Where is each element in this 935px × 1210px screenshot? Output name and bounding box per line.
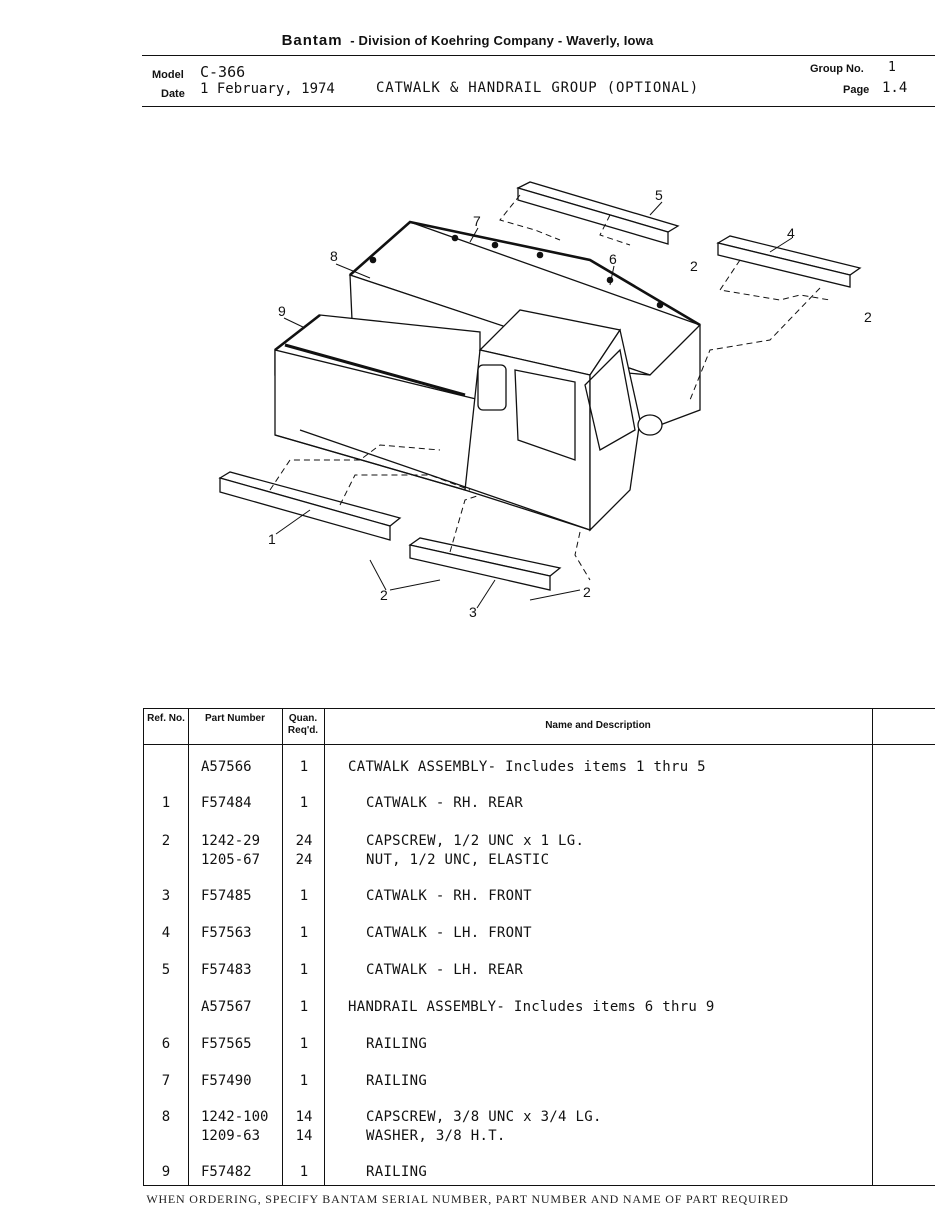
quantity: 24 — [295, 852, 313, 868]
part-number: 1242-29 — [201, 833, 261, 849]
part-number: 1209-63 — [201, 1128, 261, 1144]
col-divider — [324, 709, 325, 1185]
ref-no: 7 — [161, 1073, 171, 1089]
callout-2b: 2 — [583, 584, 591, 600]
brand-name: Bantam — [281, 32, 343, 49]
group-value: 1 — [888, 60, 896, 75]
ref-no: 8 — [161, 1109, 171, 1125]
description: NUT, 1/2 UNC, ELASTIC — [366, 852, 550, 868]
header-desc: Name and Description — [545, 720, 651, 731]
quantity: 14 — [295, 1128, 313, 1144]
ref-no: 9 — [161, 1164, 171, 1180]
part-number: A57567 — [201, 999, 252, 1015]
description: WASHER, 3/8 H.T. — [366, 1128, 506, 1144]
page-value: 1.4 — [882, 80, 908, 96]
description: CATWALK - LH. FRONT — [366, 925, 532, 941]
ref-no: 2 — [161, 833, 171, 849]
part-number: 1242-100 — [201, 1109, 269, 1125]
part-number: F57485 — [201, 888, 252, 904]
machine-body — [275, 222, 700, 530]
company-line: - Division of Koehring Company - Waverly, Iowa — [350, 33, 654, 48]
callout-6: 6 — [609, 251, 617, 267]
callout-5: 5 — [655, 187, 663, 203]
header-part: Part Number — [204, 713, 265, 724]
callout-2d: 2 — [864, 309, 872, 325]
description: CAPSCREW, 3/8 UNC x 3/4 LG. — [366, 1109, 602, 1125]
callout-4: 4 — [787, 225, 795, 241]
ref-no: 4 — [161, 925, 171, 941]
group-label: Group No. — [810, 63, 864, 75]
description: CATWALK - RH. FRONT — [366, 888, 532, 904]
quantity: 1 — [299, 1164, 309, 1180]
part-number: F57565 — [201, 1036, 252, 1052]
part-number: A57566 — [201, 759, 252, 775]
quantity: 14 — [295, 1109, 313, 1125]
callout-2c: 2 — [690, 258, 698, 274]
description: CATWALK ASSEMBLY- Includes items 1 thru 5 — [348, 759, 706, 775]
exploded-view-diagram — [180, 160, 900, 630]
header-rule-bottom — [142, 106, 935, 107]
parts-table — [143, 708, 935, 1186]
callout-1: 1 — [268, 531, 276, 547]
callout-7: 7 — [473, 213, 481, 229]
part-number: F57484 — [201, 795, 252, 811]
ref-no: 1 — [161, 795, 171, 811]
quantity: 1 — [299, 795, 309, 811]
model-label: Model — [152, 69, 184, 81]
description: RAILING — [366, 1036, 428, 1052]
part-number: 1205-67 — [201, 852, 261, 868]
quantity: 24 — [295, 833, 313, 849]
page-title: CATWALK & HANDRAIL GROUP (OPTIONAL) — [376, 80, 700, 96]
quantity: 1 — [299, 925, 309, 941]
ref-no: 6 — [161, 1036, 171, 1052]
description: RAILING — [366, 1073, 428, 1089]
ref-no: 5 — [161, 962, 171, 978]
date-value: 1 February, 1974 — [200, 81, 335, 97]
page-label: Page — [843, 84, 870, 96]
part-number: F57483 — [201, 962, 252, 978]
description: HANDRAIL ASSEMBLY- Includes items 6 thru 9 — [348, 999, 715, 1015]
description: RAILING — [366, 1164, 428, 1180]
description: CATWALK - LH. REAR — [366, 962, 524, 978]
quantity: 1 — [299, 962, 309, 978]
description: CATWALK - RH. REAR — [366, 795, 524, 811]
quantity: 1 — [299, 888, 309, 904]
header-ref: Ref. No. — [147, 713, 185, 724]
quantity: 1 — [299, 1036, 309, 1052]
part-number: F57563 — [201, 925, 252, 941]
callout-9: 9 — [278, 303, 286, 319]
ref-no: 3 — [161, 888, 171, 904]
col-divider — [872, 709, 873, 1185]
callout-2a: 2 — [380, 587, 388, 603]
header-divider — [144, 744, 935, 745]
header-qty: Quan. Req'd. — [287, 713, 319, 736]
header-rule-top — [142, 55, 935, 56]
date-label: Date — [161, 88, 185, 100]
callout-3: 3 — [469, 604, 477, 620]
description: CAPSCREW, 1/2 UNC x 1 LG. — [366, 833, 585, 849]
callout-8: 8 — [330, 248, 338, 264]
company-header — [0, 32, 935, 49]
model-value: C-366 — [200, 63, 246, 81]
part-number: F57482 — [201, 1164, 252, 1180]
col-divider — [282, 709, 283, 1185]
ordering-note: WHEN ORDERING, SPECIFY BANTAM SERIAL NUMBER, PART NUMBER AND NAME OF PART REQUIRED — [146, 1192, 789, 1206]
part-number: F57490 — [201, 1073, 252, 1089]
quantity: 1 — [299, 759, 309, 775]
quantity: 1 — [299, 1073, 309, 1089]
quantity: 1 — [299, 999, 309, 1015]
col-divider — [188, 709, 189, 1185]
